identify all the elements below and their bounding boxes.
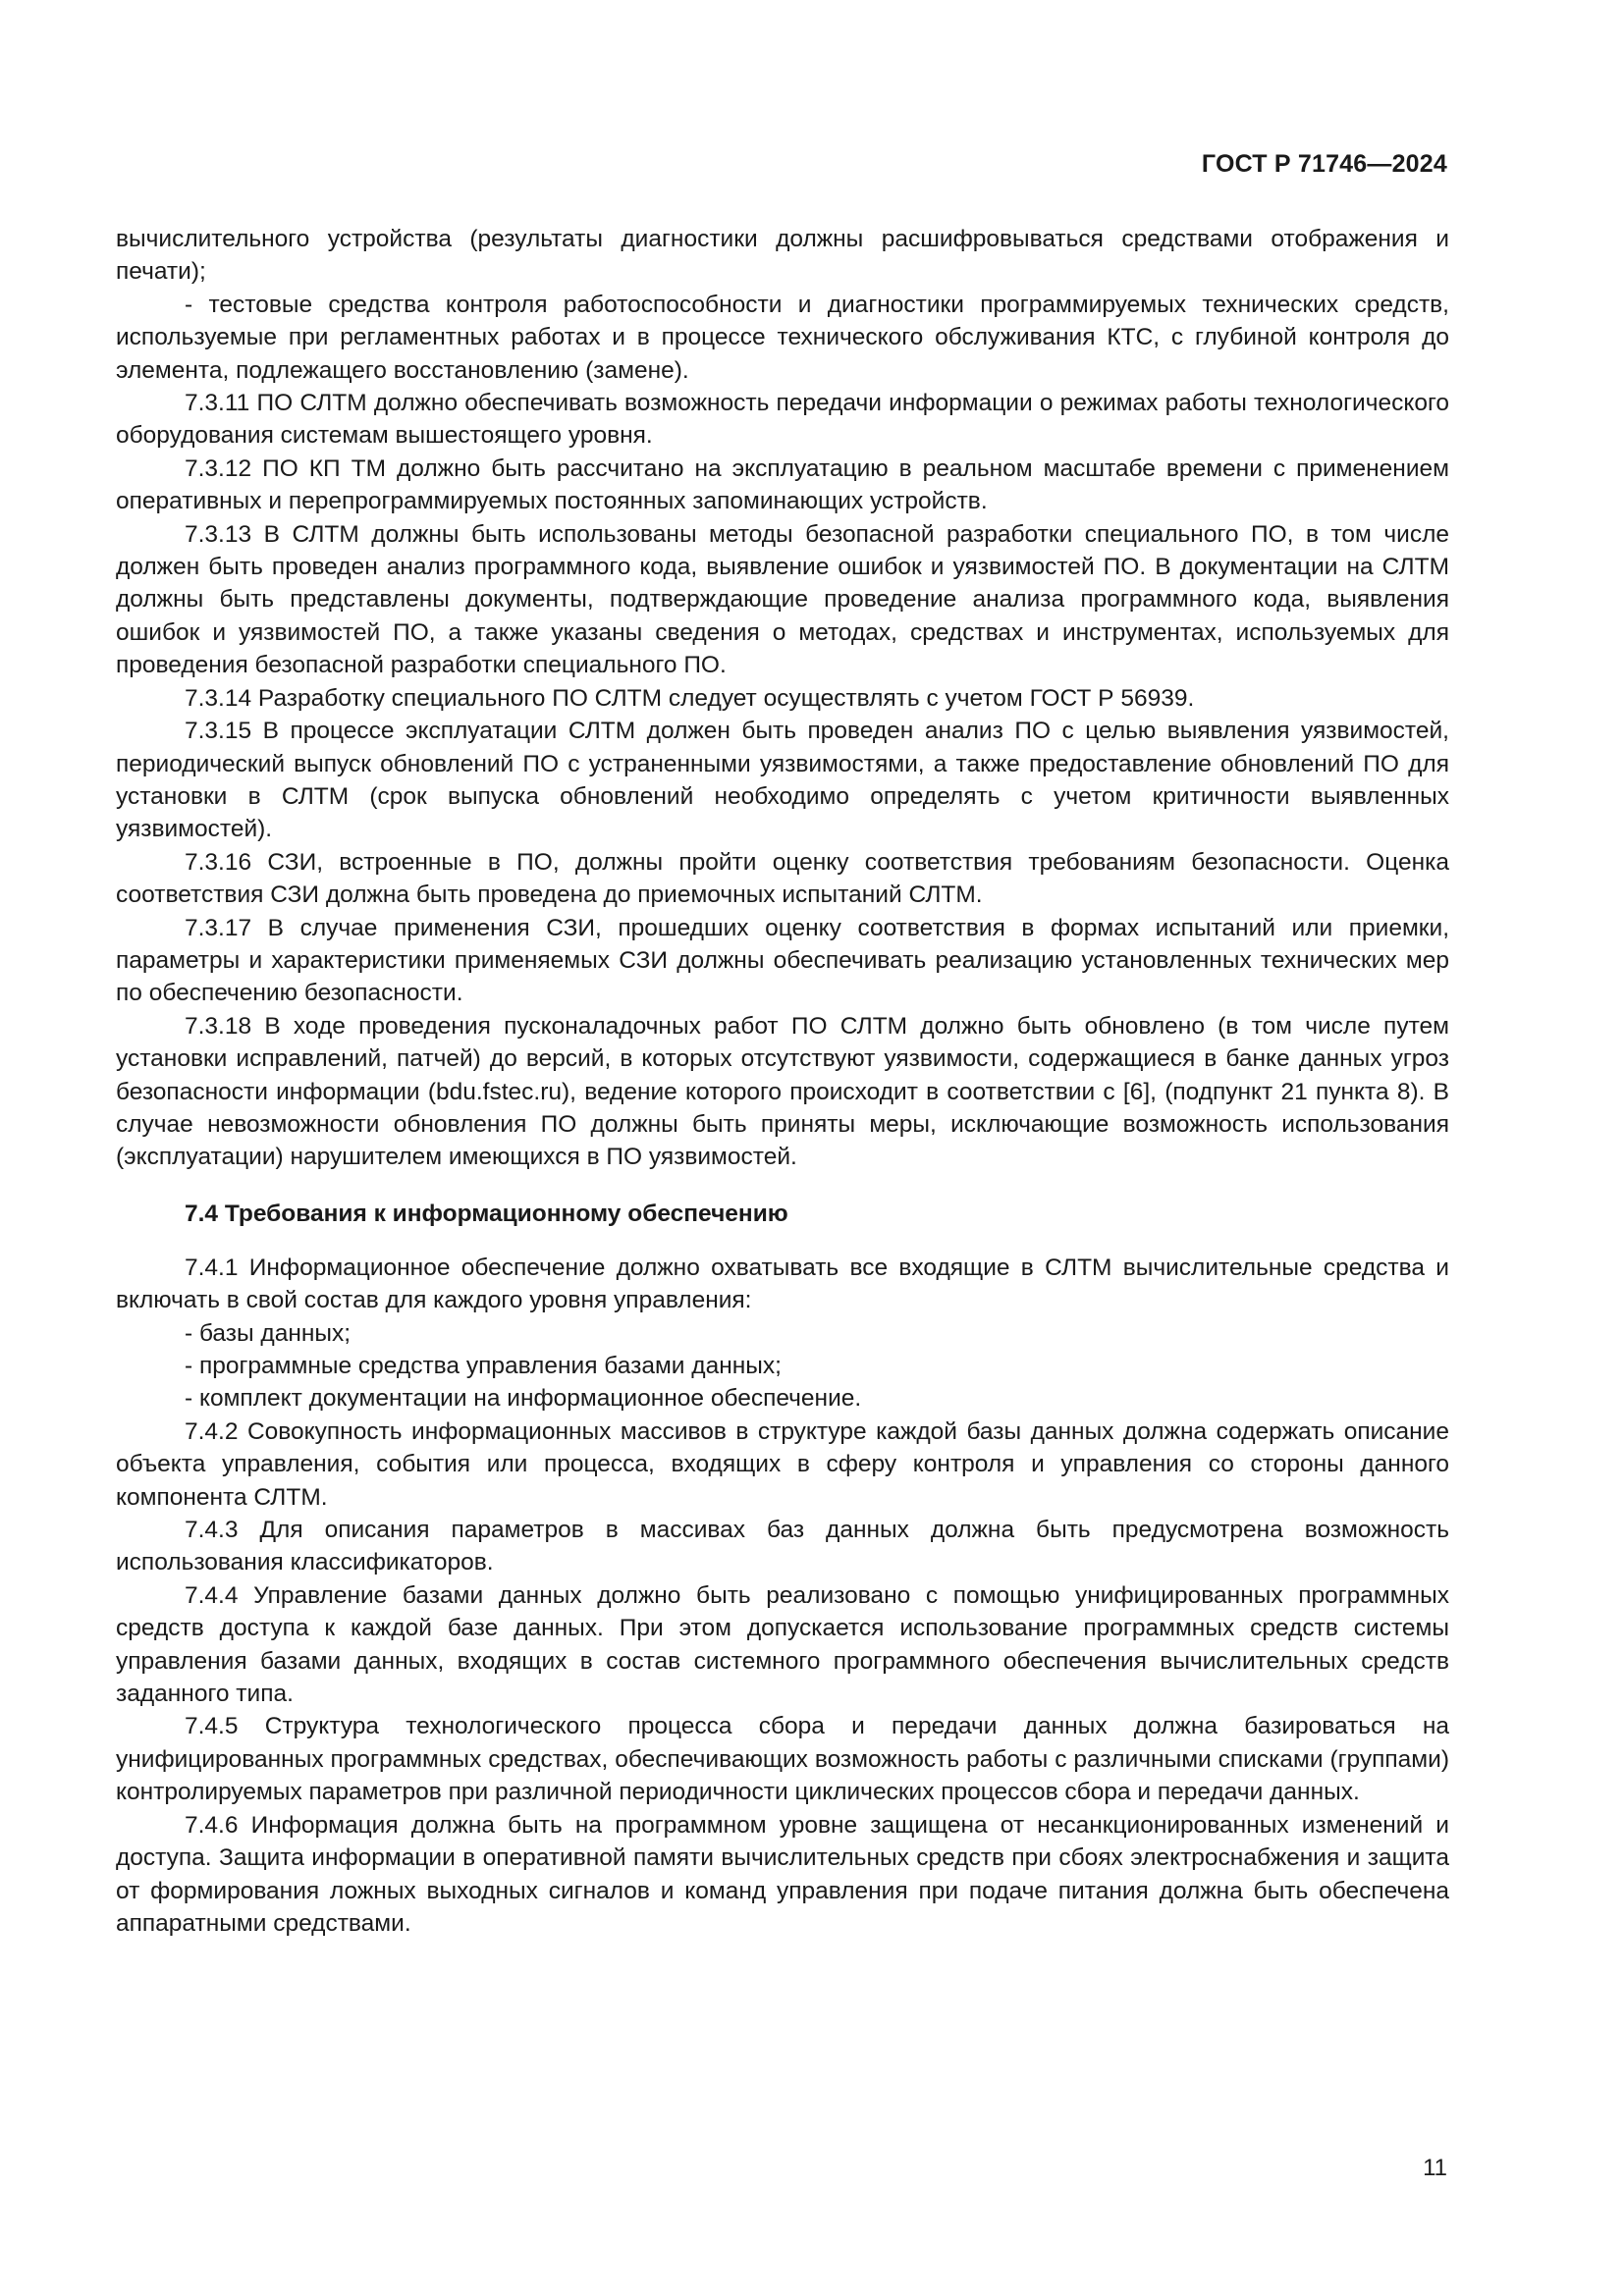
clause-7-4-6: 7.4.6 Информация должна быть на программном уровне защищена от несанкционированных изменений и доступа. Защита информации в оперативной памяти вычислительных средств при сбоях электроснабжения и защита от формирования ложных выходных сигналов и команд управления при подаче питания должна быть обеспечена аппаратными средствами.: [116, 1811, 1449, 1937]
page-number: 11: [1423, 2155, 1447, 2181]
section-heading-7-4: 7.4 Требования к информационному обеспечению: [185, 1200, 788, 1227]
clause-7-3-11: 7.3.11 ПО СЛТМ должно обеспечивать возможность передачи информации о режимах работы технологического оборудования системам вышестоящего уровня.: [116, 390, 1449, 450]
clause-7-4-5: 7.4.5 Структура технологического процесса сбора и передачи данных должна базироваться на унифицированных программных средствах, обеспечивающих возможность работы с различными списками (группами) контролируемых параметров при различной периодичности циклических процессов сбора и передачи данных.: [116, 1713, 1449, 1806]
list-item: - комплект документации на информационное обеспечение.: [185, 1385, 862, 1413]
clause-7-4-4: 7.4.4 Управление базами данных должно быть реализовано с помощью унифицированных программных средств доступа к каждой базе данных. При этом допускается использование программных средств системы управления базами данных, входящих в состав системного программного обеспечения вычислительных средств заданного типа.: [116, 1581, 1449, 1708]
list-item: - тестовые средства контроля работоспособности и диагностики программируемых технических средств, используемые при регламентных работах и в процессе технического обслуживания КТС, с глубиной контроля до элемента, подлежащего восстановлению (замене).: [116, 291, 1449, 384]
clause-7-3-15: 7.3.15 В процессе эксплуатации СЛТМ должен быть проведен анализ ПО с целью выявления уязвимостей, периодический выпуск обновлений ПО с устраненными уязвимостями, а также предоставление обновлений ПО для установки в СЛТМ (срок выпуска обновлений необходимо определять с учетом критичности выявленных уязвимостей).: [116, 718, 1449, 843]
clause-7-3-18: 7.3.18 В ходе проведения пусконаладочных работ ПО СЛТМ должно быть обновлено (в том числе путем установки исправлений, патчей) до версий, в которых отсутствуют уязвимости, содержащиеся в банке данных угроз безопасности информации (bdu.fstec.ru), ведение которого происходит в соответствии с [6], (подпункт 21 пункта 8). В случае невозможности обновления ПО должны быть приняты меры, исключающие возможность использования (эксплуатации) нарушителем имеющихся в ПО уязвимостей.: [116, 1012, 1449, 1171]
paragraph-continuation: вычислительного устройства (результаты диагностики должны расшифровываться средствами отображения и печати);: [116, 226, 1449, 286]
list-item: - программные средства управления базами данных;: [185, 1353, 782, 1379]
clause-7-3-17: 7.3.17 В случае применения СЗИ, прошедших оценку соответствия в формах испытаний или приемки, параметры и характеристики применяемых СЗИ должны обеспечивать реализацию установленных технических мер по обеспечению безопасности.: [116, 914, 1449, 1007]
clause-7-4-1: 7.4.1 Информационное обеспечение должно охватывать все входящие в СЛТМ вычислительные средства и включать в свой состав для каждого уровня управления:: [116, 1254, 1449, 1314]
clause-7-3-13: 7.3.13 В СЛТМ должны быть использованы методы безопасной разработки специального ПО, в том числе должен быть проведен анализ программного кода, выявление ошибок и уязвимостей ПО. В документации на СЛТМ должны быть представлены документы, подтверждающие проведение анализа программного кода, выявления ошибок и уязвимостей ПО, а также указаны сведения о методах, средствах и инструментах, используемых для проведения безопасной разработки специального ПО.: [116, 520, 1449, 679]
clause-7-4-2: 7.4.2 Совокупность информационных массивов в структуре каждой базы данных должна содержать описание объекта управления, события или процесса, входящих в сферу контроля и управления со стороны данного компонента СЛТМ.: [116, 1417, 1449, 1511]
clause-7-3-12: 7.3.12 ПО КП ТМ должно быть рассчитано на эксплуатацию в реальном масштабе времени с применением оперативных и перепрограммируемых постоянных запоминающих устройств.: [116, 454, 1449, 515]
clause-7-3-16: 7.3.16 СЗИ, встроенные в ПО, должны пройти оценку соответствия требованиям безопасности. Оценка соответствия СЗИ должна быть проведена до приемочных испытаний СЛТМ.: [116, 848, 1449, 909]
document-code-header: ГОСТ Р 71746—2024: [1201, 150, 1447, 178]
clause-7-4-3: 7.4.3 Для описания параметров в массивах баз данных должна быть предусмотрена возможность использования классификаторов.: [116, 1517, 1449, 1576]
document-body: [116, 223, 1449, 1940]
clause-7-3-14: 7.3.14 Разработку специального ПО СЛТМ следует осуществлять с учетом ГОСТ Р 56939.: [185, 684, 1195, 712]
list-item: - базы данных;: [185, 1319, 352, 1347]
